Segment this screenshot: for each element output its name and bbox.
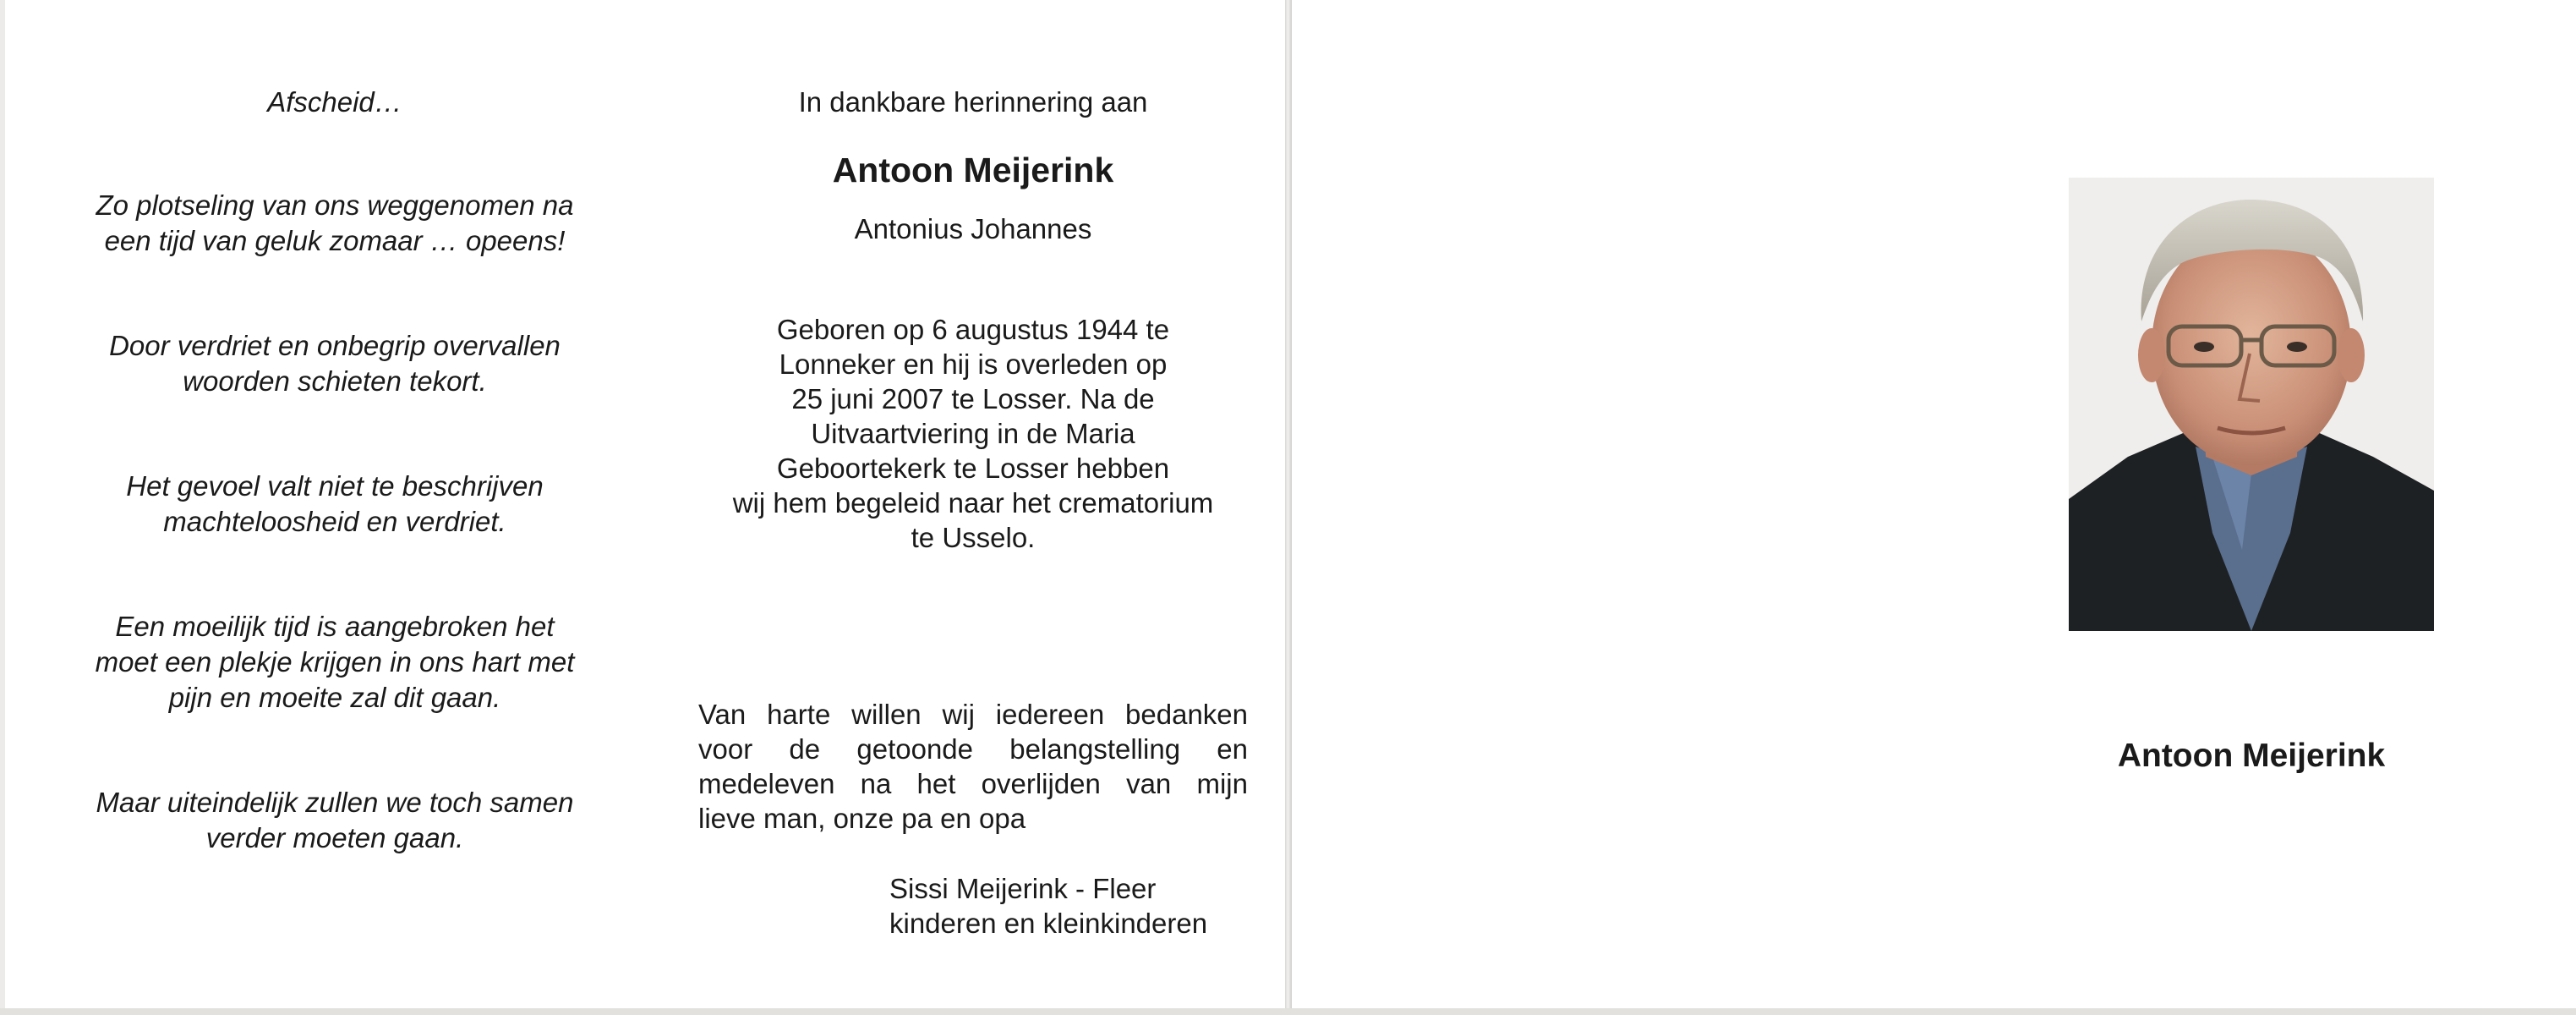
memorial-column	[698, 85, 1248, 941]
portrait-illustration	[2069, 178, 2434, 631]
bio-line: wij hem begeleid naar het crematorium	[732, 487, 1214, 518]
bio-line: 25 juni 2007 te Losser. Na de	[791, 383, 1155, 414]
thanks-line: voor de getoonde belangstelling en	[698, 733, 1248, 765]
poem-line: Door verdriet en onbegrip overvallen	[109, 330, 561, 361]
signature-block	[889, 871, 1248, 941]
memorial-heading: In dankbare herinnering aan	[798, 86, 1148, 118]
poem-line: Het gevoel valt niet te beschrijven	[126, 470, 544, 502]
given-names: Antonius Johannes	[854, 213, 1092, 244]
bio-line: te Usselo.	[911, 522, 1036, 553]
card-fold	[1285, 0, 1292, 1015]
bio-line: Geboren op 6 augustus 1944 te	[776, 314, 1170, 345]
poem-line: woorden schieten tekort.	[183, 365, 487, 397]
thanks-paragraph	[698, 697, 1248, 836]
poem-stanza-1	[39, 188, 631, 259]
poem-stanza-5	[39, 785, 631, 856]
bio-line: Uitvaartviering in de Maria	[811, 418, 1135, 449]
poem-line: moet een plekje krijgen in ons hart met	[95, 646, 575, 678]
thanks-line: medeleven na het overlijden van mijn	[698, 768, 1248, 799]
thanks-line: lieve man, onze pa en opa	[698, 803, 1026, 834]
poem-stanza-3	[39, 469, 631, 540]
signature-line: kinderen en kleinkinderen	[889, 908, 1208, 939]
poem-stanza-2	[39, 328, 631, 399]
card-bottom-edge	[0, 1008, 2576, 1015]
signature-line: Sissi Meijerink - Fleer	[889, 873, 1157, 904]
bio-line: Geboortekerk te Losser hebben	[776, 453, 1170, 484]
inner-left-panel	[5, 0, 1285, 1008]
poem-line: machteloosheid en verdriet.	[163, 506, 506, 537]
cover-name: Antoon Meijerink	[2117, 738, 2386, 774]
poem-stanza-4	[39, 609, 631, 716]
portrait-photo	[2069, 178, 2434, 631]
bio-line: Lonneker en hij is overleden op	[779, 348, 1168, 380]
poem-line: pijn en moeite zal dit gaan.	[168, 682, 501, 713]
poem-line: verder moeten gaan.	[205, 822, 464, 853]
poem-line: een tijd van geluk zomaar … opeens!	[104, 225, 566, 256]
poem-line: Een moeilijk tijd is aangebroken het	[115, 611, 555, 642]
poem-column	[39, 85, 631, 925]
biography	[698, 312, 1248, 555]
deceased-name: Antoon Meijerink	[832, 151, 1114, 189]
poem-line: Maar uiteindelijk zullen we toch samen	[96, 787, 574, 818]
poem-title: Afscheid…	[267, 86, 402, 118]
thanks-line: Van harte willen wij iedereen bedanken	[698, 699, 1248, 730]
poem-line: Zo plotseling van ons weggenomen na	[96, 189, 574, 221]
